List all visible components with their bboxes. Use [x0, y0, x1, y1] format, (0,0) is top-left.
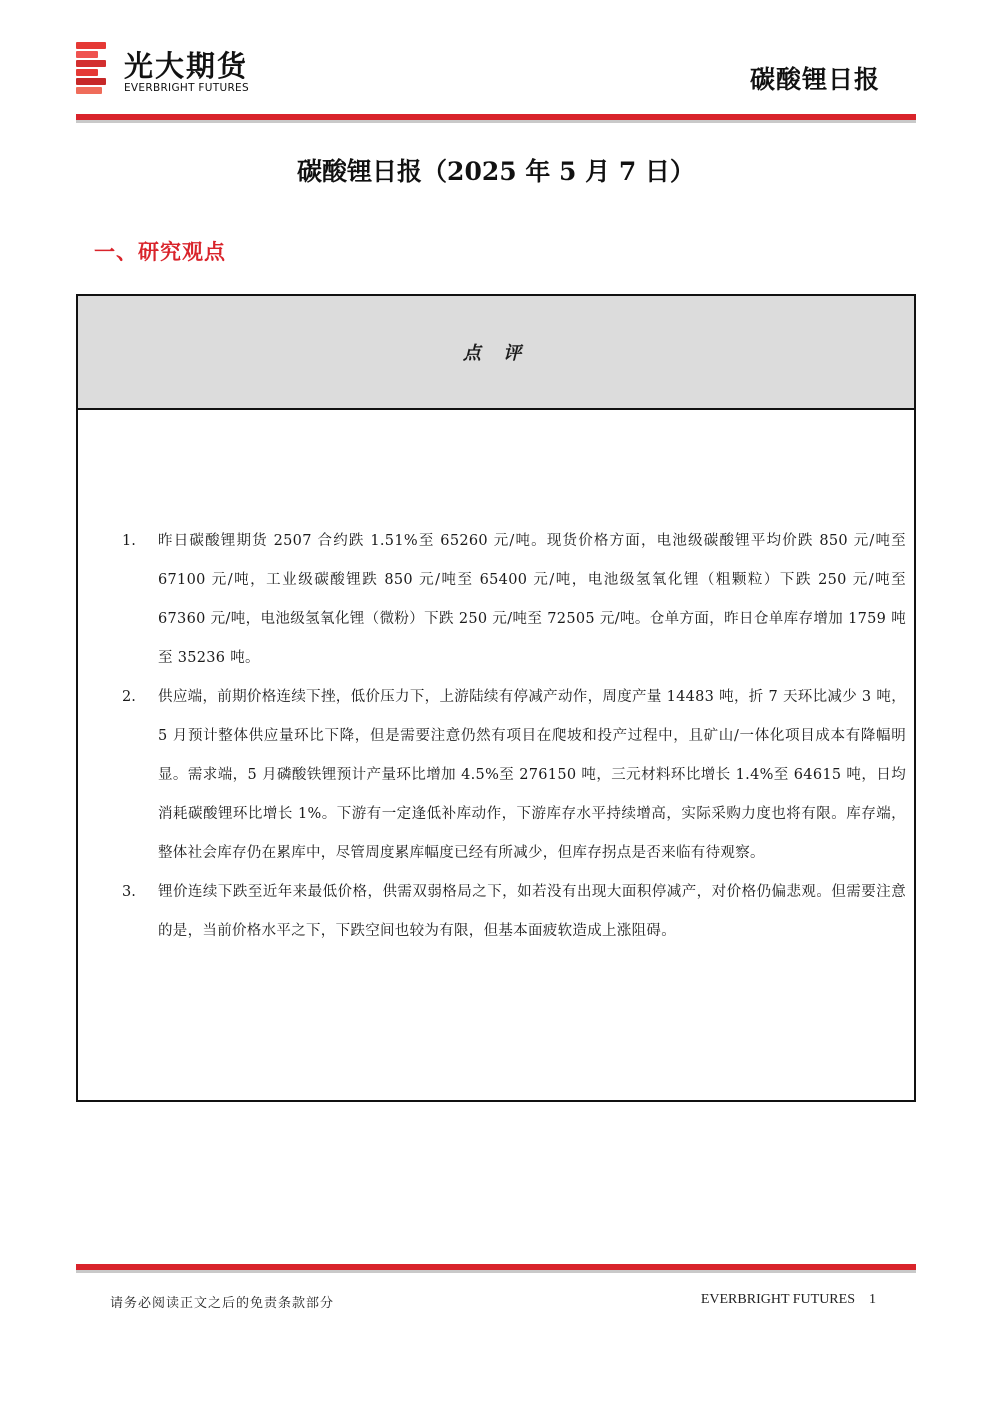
- list-item-number: 2.: [122, 689, 136, 705]
- header-divider: [76, 114, 916, 123]
- footer-brand: [701, 1292, 876, 1308]
- footer-divider: [76, 1264, 916, 1273]
- list-item-text: 锂价连续下跌至近年来最低价格，供需双弱格局之下，如若没有出现大面积停减产，对价格仍偏悲观。但需要注意的是，当前价格水平之下，下跌空间也较为有限，但基本面疲软造成上涨阻碍。: [158, 884, 906, 939]
- disclaimer-note: 请务必阅读正文之后的免责条款部分: [110, 1296, 335, 1311]
- list-item-number: 3.: [122, 884, 136, 900]
- document-title: 碳酸锂日报（2025 年 5 月 7 日）: [297, 157, 695, 186]
- footer-brand-name: EVERBRIGHT FUTURES: [700, 1292, 855, 1307]
- page-number: 1: [869, 1292, 876, 1307]
- logo-english-name: EVERBRIGHT FUTURES: [124, 82, 249, 94]
- commentary-points: [78, 522, 914, 951]
- section-heading: 一、研究观点: [94, 239, 226, 264]
- list-item-text: 供应端，前期价格连续下挫，低价压力下，上游陆续有停减产动作，周度产量 14483 吨，折 7 天环比减少 3 吨，5 月预计整体供应量环比下降，但是需要注意仍然有项目在爬坡和投产过程中，且矿山/一体化项目成本有降幅明显。需求端，5 月磷酸铁锂预计产量环比增加 4.5%至 276150 吨，三元材料环比增长 1.4%至 64615 吨，日均消耗碳酸锂环比增长 1%。下游有一定逢低补库动作，下游库存水平持续增高，实际采购力度也将有限。库存端，整体社会库存仍在累库中，尽管周度累库幅度已经有所减少，但库存拐点是否来临有待观察。: [158, 689, 906, 861]
- list-item: [78, 678, 914, 873]
- report-type-tag: 碳酸锂日报: [749, 65, 880, 94]
- everbright-e-logo-icon: [76, 42, 106, 96]
- commentary-panel: [76, 294, 916, 1102]
- company-logo: [76, 42, 296, 98]
- panel-header: 点 评: [78, 296, 914, 410]
- list-item-number: 1.: [122, 533, 136, 549]
- logo-chinese-name: 光大期货: [124, 49, 249, 83]
- list-item: [78, 873, 914, 951]
- list-item: [78, 522, 914, 678]
- list-item-text: 昨日碳酸锂期货 2507 合约跌 1.51%至 65260 元/吨。现货价格方面，电池级碳酸锂平均价跌 850 元/吨至 67100 元/吨，工业级碳酸锂跌 850 元/吨至 65400 元/吨，电池级氢氧化锂（粗颗粒）下跌 250 元/吨至 67360 元/吨，电池级氢氧化锂（微粉）下跌 250 元/吨至 72505 元/吨。仓单方面，昨日仓单库存增加 1759 吨至 35236 吨。: [158, 533, 906, 666]
